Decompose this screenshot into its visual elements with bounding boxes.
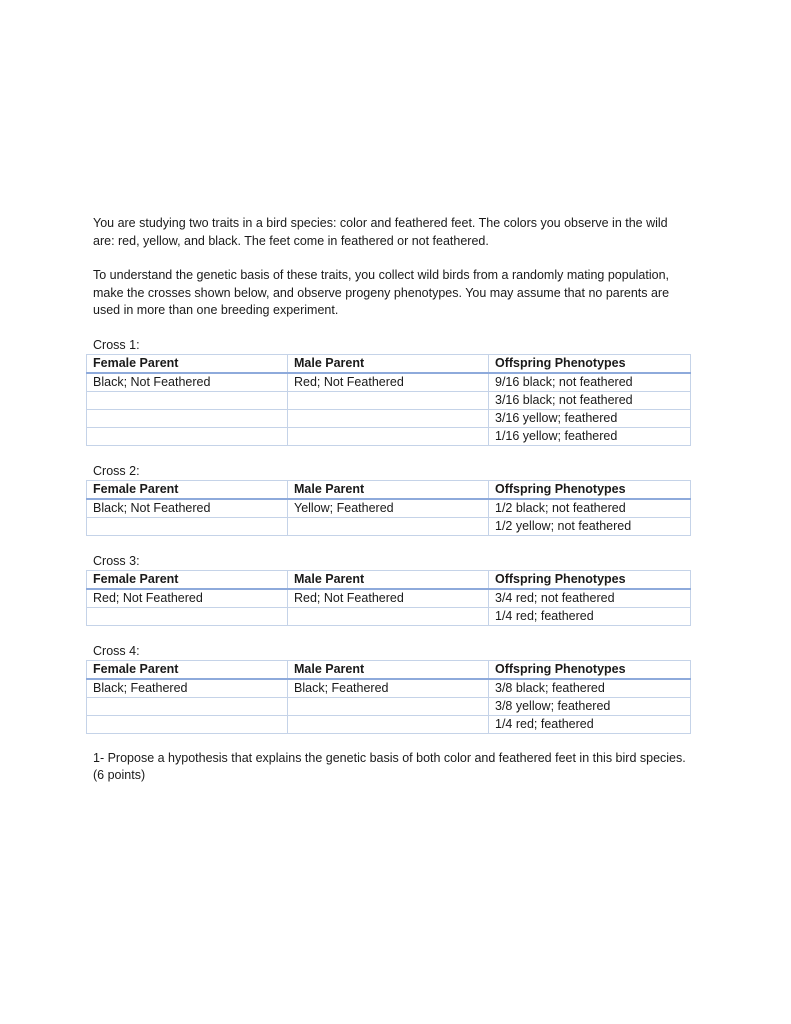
table-row	[87, 715, 691, 733]
male-parent-cell: Black; Feathered	[288, 679, 489, 698]
header-female-parent: Female Parent	[87, 480, 288, 499]
offspring-cell: 9/16 black; not feathered	[489, 373, 691, 392]
offspring-cell: 1/2 black; not feathered	[489, 499, 691, 518]
offspring-cell: 3/16 yellow; feathered	[489, 409, 691, 427]
male-parent-cell: Yellow; Feathered	[288, 499, 489, 518]
cross-label: Cross 1:	[93, 337, 140, 352]
cross-label: Cross 2:	[93, 463, 140, 478]
header-male-parent: Male Parent	[288, 570, 489, 589]
table-header-row	[87, 480, 691, 499]
cross-table	[86, 660, 691, 734]
offspring-cell: 3/16 black; not feathered	[489, 391, 691, 409]
empty-cell	[288, 517, 489, 535]
table-row	[87, 373, 691, 392]
offspring-cell: 1/4 red; feathered	[489, 607, 691, 625]
header-offspring-phenotypes: Offspring Phenotypes	[489, 660, 691, 679]
cross-table	[86, 354, 691, 446]
table-row	[87, 517, 691, 535]
offspring-cell: 3/8 black; feathered	[489, 679, 691, 698]
empty-cell	[87, 715, 288, 733]
offspring-cell: 3/4 red; not feathered	[489, 589, 691, 608]
female-parent-cell: Black; Not Feathered	[87, 373, 288, 392]
header-male-parent: Male Parent	[288, 354, 489, 373]
question-1: 1- Propose a hypothesis that explains the genetic basis of both color and feathered feet in this bird species. (6 points)	[93, 750, 686, 782]
header-offspring-phenotypes: Offspring Phenotypes	[489, 480, 691, 499]
cross-4	[93, 643, 691, 734]
intro-paragraph-2: To understand the genetic basis of these traits, you collect wild birds from a randomly mating population, make the crosses shown below, and observe progeny phenotypes. You may assume that no parents are used in more than one breeding experiment.	[93, 268, 670, 317]
cross-label: Cross 4:	[93, 643, 140, 658]
table-row	[87, 409, 691, 427]
cross-3	[93, 553, 691, 626]
empty-cell	[288, 391, 489, 409]
table-header-row	[87, 354, 691, 373]
empty-cell	[87, 607, 288, 625]
table-header-row	[87, 570, 691, 589]
male-parent-cell: Red; Not Feathered	[288, 589, 489, 608]
table-row	[87, 391, 691, 409]
cross-table	[86, 480, 691, 536]
male-parent-cell: Red; Not Feathered	[288, 373, 489, 392]
empty-cell	[87, 391, 288, 409]
table-row	[87, 679, 691, 698]
empty-cell	[87, 409, 288, 427]
header-male-parent: Male Parent	[288, 480, 489, 499]
empty-cell	[87, 697, 288, 715]
empty-cell	[288, 715, 489, 733]
table-row	[87, 427, 691, 445]
empty-cell	[288, 427, 489, 445]
female-parent-cell: Black; Feathered	[87, 679, 288, 698]
empty-cell	[288, 697, 489, 715]
cross-table	[86, 570, 691, 626]
header-offspring-phenotypes: Offspring Phenotypes	[489, 354, 691, 373]
empty-cell	[87, 427, 288, 445]
table-row	[87, 589, 691, 608]
intro-paragraph-1: You are studying two traits in a bird species: color and feathered feet. The colors you observe in the wild are: red, yellow, and black. The feet come in feathered or not feathered.	[93, 216, 668, 248]
table-row	[87, 499, 691, 518]
offspring-cell: 1/2 yellow; not feathered	[489, 517, 691, 535]
header-offspring-phenotypes: Offspring Phenotypes	[489, 570, 691, 589]
table-row	[87, 697, 691, 715]
offspring-cell: 1/16 yellow; feathered	[489, 427, 691, 445]
document-body	[93, 215, 691, 785]
female-parent-cell: Black; Not Feathered	[87, 499, 288, 518]
table-row	[87, 607, 691, 625]
header-female-parent: Female Parent	[87, 570, 288, 589]
header-female-parent: Female Parent	[87, 354, 288, 373]
empty-cell	[87, 517, 288, 535]
cross-2	[93, 463, 691, 536]
cross-label: Cross 3:	[93, 553, 140, 568]
empty-cell	[288, 409, 489, 427]
cross-1	[93, 337, 691, 446]
empty-cell	[288, 607, 489, 625]
female-parent-cell: Red; Not Feathered	[87, 589, 288, 608]
header-male-parent: Male Parent	[288, 660, 489, 679]
header-female-parent: Female Parent	[87, 660, 288, 679]
offspring-cell: 3/8 yellow; feathered	[489, 697, 691, 715]
table-header-row	[87, 660, 691, 679]
offspring-cell: 1/4 red; feathered	[489, 715, 691, 733]
